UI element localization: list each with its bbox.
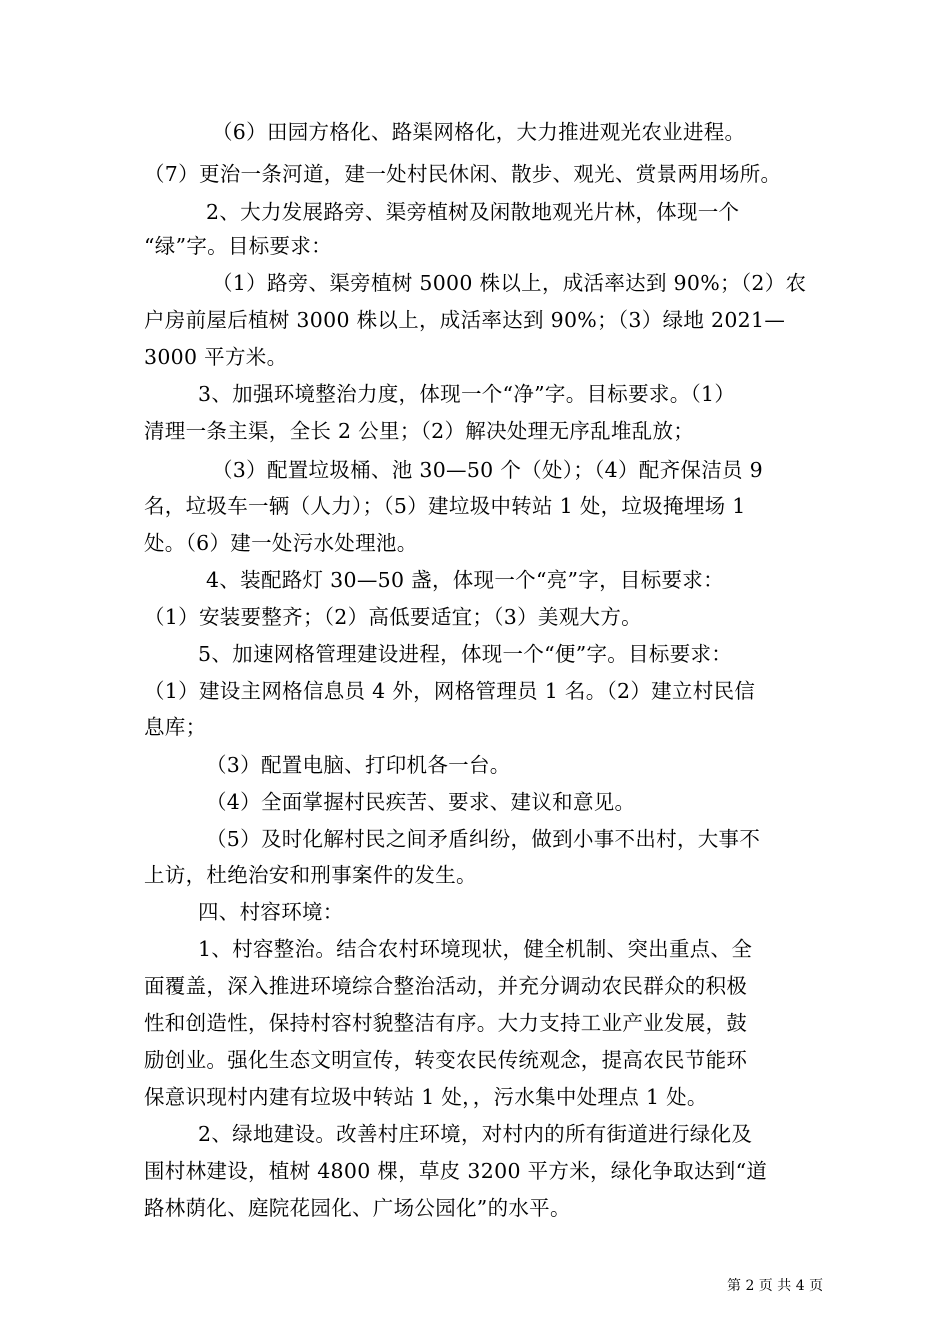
text-line-14: （1）安装要整齐；（2）高低要适宜；（3）美观大方。 — [144, 605, 642, 629]
text-line-26: 励创业。强化生态文明宣传，转变农民传统观念，提高农民节能环 — [144, 1048, 748, 1072]
text-line-21: 上访，杜绝治安和刑事案件的发生。 — [144, 863, 477, 887]
text-line-7: 3000 平方米。 — [144, 345, 288, 369]
text-line-3: 2、大力发展路旁、渠旁植树及闲散地观光片林，体现一个 — [206, 200, 740, 224]
text-line-13: 4、装配路灯 30—50 盏，体现一个“亮”字，目标要求： — [206, 568, 724, 592]
text-line-23: 1、村容整治。结合农村环境现状，健全机制、突出重点、全 — [198, 937, 753, 961]
text-line-15: 5、加速网格管理建设进程，体现一个“便”字。目标要求： — [198, 642, 733, 666]
text-line-2: （7）更治一条河道，建一处村民休闲、散步、观光、赏景两用场所。 — [144, 162, 782, 186]
text-line-25: 性和创造性，保持村容村貌整洁有序。大力支持工业产业发展，鼓 — [144, 1011, 748, 1035]
text-line-6: 户房前屋后植树 3000 株以上，成活率达到 90%；（3）绿地 2021— — [144, 308, 786, 332]
text-line-1: （6）田园方格化、路渠网格化，大力推进观光农业进程。 — [212, 120, 746, 144]
text-line-28: 2、绿地建设。改善村庄环境，对村内的所有街道进行绿化及 — [198, 1122, 753, 1146]
text-line-29: 围村林建设，植树 4800 棵，草皮 3200 平方米，绿化争取达到“道 — [144, 1159, 768, 1183]
text-line-8: 3、加强环境整治力度，体现一个“净”字。目标要求。（1） — [198, 382, 736, 406]
text-line-5: （1）路旁、渠旁植树 5000 株以上，成活率达到 90%；（2）农 — [212, 271, 807, 295]
text-line-12: 处。（6）建一处污水处理池。 — [144, 531, 418, 555]
page-number: 第 2 页 共 4 页 — [727, 1278, 824, 1294]
text-line-4: “绿”字。目标要求： — [144, 234, 332, 258]
text-line-24: 面覆盖，深入推进环境综合整治活动，并充分调动农民群众的积极 — [144, 974, 748, 998]
text-line-17: 息库； — [144, 715, 207, 739]
text-line-11: 名，垃圾车一辆（人力）；（5）建垃圾中转站 1 处，垃圾掩埋场 1 — [144, 494, 746, 518]
text-line-19: （4）全面掌握村民疾苦、要求、建议和意见。 — [206, 790, 636, 814]
text-line-30: 路林荫化、庭院花园化、广场公园化”的水平。 — [144, 1196, 571, 1220]
text-line-10: （3）配置垃圾桶、池 30—50 个（处）；（4）配齐保洁员 9 — [212, 458, 763, 482]
text-line-22: 四、村容环境： — [198, 900, 344, 924]
text-line-18: （3）配置电脑、打印机各一台。 — [206, 753, 511, 777]
text-line-27: 保意识现村内建有垃圾中转站 1 处，，污水集中处理点 1 处。 — [144, 1085, 708, 1109]
text-line-16: （1）建设主网格信息员 4 外，网格管理员 1 名。（2）建立村民信 — [144, 679, 756, 703]
text-line-20: （5）及时化解村民之间矛盾纠纷，做到小事不出村，大事不 — [206, 827, 761, 851]
text-line-9: 清理一条主渠，全长 2 公里；（2）解决处理无序乱堆乱放； — [144, 419, 695, 443]
